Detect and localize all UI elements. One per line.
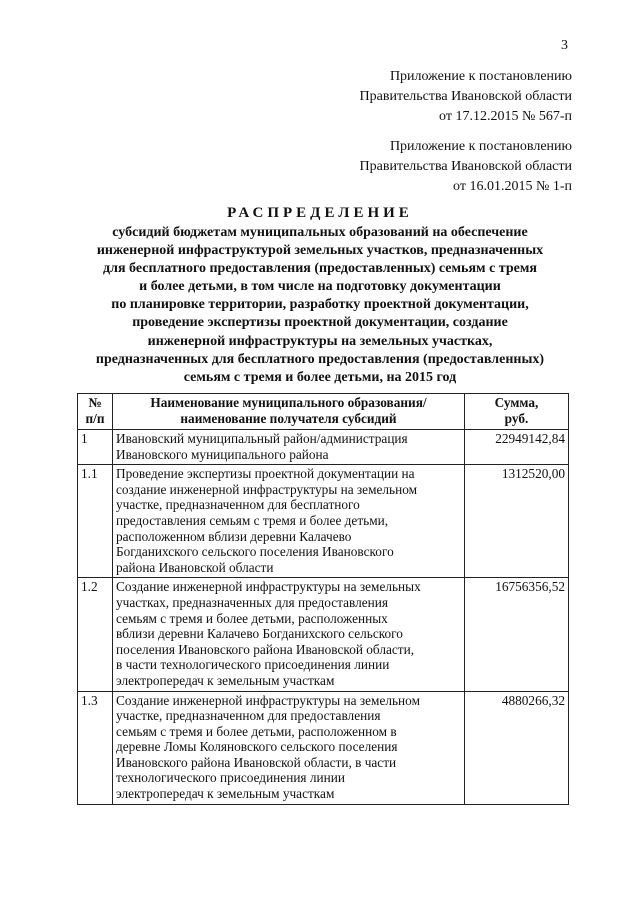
subtitle-line: инженерной инфраструктурой земельных участков, предназначенных: [96, 243, 544, 259]
table-row: [78, 465, 569, 578]
subtitle-line: для бесплатного предоставления (предоставленных) семьям с тремя: [103, 261, 537, 277]
subtitle-line: субсидий бюджетам муниципальных образований на обеспечение: [112, 225, 528, 240]
row-amount: 4880266,32: [465, 691, 569, 804]
row-amount: 1312520,00: [465, 465, 569, 578]
row-recipient: Создание инженерной инфраструктуры на земельном участке, предназначенном для предоставления семьям с тремя и более детьми, расположенном в деревне Ломы Коляновского сельского поселения Ивановского района Ивановской области, в части технологического присоединения линии электропередач к земельным участкам: [113, 691, 465, 804]
row-number: 1: [78, 430, 113, 465]
subsidy-distribution-table: [77, 393, 569, 805]
table-header-row: [78, 394, 569, 430]
row-number: 1.1: [78, 465, 113, 578]
appendix-line: от 17.12.2015 № 567-п: [439, 109, 572, 124]
row-amount: 22949142,84: [465, 430, 569, 465]
row-recipient: Проведение экспертизы проектной документации на создание инженерной инфраструктуры на земельном участке, предназначенном для бесплатного предоставления семьям с тремя и более детьми, расположенном вблизи деревни Калачево Богданихского сельского поселения Ивановского района Ивановской области: [113, 465, 465, 578]
table-row: [78, 578, 569, 691]
page-number: 3: [561, 38, 568, 53]
row-number: 1.2: [78, 578, 113, 691]
row-recipient: Ивановский муниципальный район/администрация Ивановского муниципального района: [113, 430, 465, 465]
header-number: № п/п: [78, 394, 113, 430]
appendix-line: Правительства Ивановской области: [359, 159, 572, 174]
appendix-line: Правительства Ивановской области: [359, 89, 572, 104]
subtitle-line: инженерной инфраструктуры на земельных участках,: [147, 333, 493, 349]
subtitle-line: и более детьми, в том числе на подготовку документации: [139, 279, 501, 295]
header-name: Наименование муниципального образования/ наименование получателя субсидий: [113, 394, 465, 430]
row-recipient: Создание инженерной инфраструктуры на земельных участках, предназначенных для предоставления семьям с тремя и более детьми, расположенных вблизи деревни Калачево Богданихского сельского поселения Ивановского района Ивановской области, в части технологического присоединения линии электропередач к земельным участкам: [113, 578, 465, 691]
subtitle-line: по планировке территории, разработку проектной документации,: [111, 297, 529, 313]
table-row: [78, 691, 569, 804]
appendix-block-original: [360, 137, 572, 197]
subtitle-line: проведение экспертизы проектной документации, создание: [132, 315, 508, 331]
appendix-line: Приложение к постановлению: [389, 139, 572, 154]
table-row: [78, 430, 569, 465]
row-amount: 16756356,52: [465, 578, 569, 691]
document-title: РАСПРЕДЕЛЕНИЕ: [227, 205, 413, 221]
appendix-line: от 16.01.2015 № 1-п: [453, 179, 572, 194]
appendix-block-current: [360, 67, 572, 127]
header-sum: Сумма, руб.: [465, 394, 569, 430]
subtitle-line: предназначенных для бесплатного предоставления (предоставленных): [95, 351, 545, 367]
row-number: 1.3: [78, 691, 113, 804]
document-subtitle: [70, 224, 570, 387]
appendix-line: Приложение к постановлению: [389, 69, 572, 84]
subtitle-line: семьям с тремя и более детьми, на 2015 год: [183, 369, 457, 385]
